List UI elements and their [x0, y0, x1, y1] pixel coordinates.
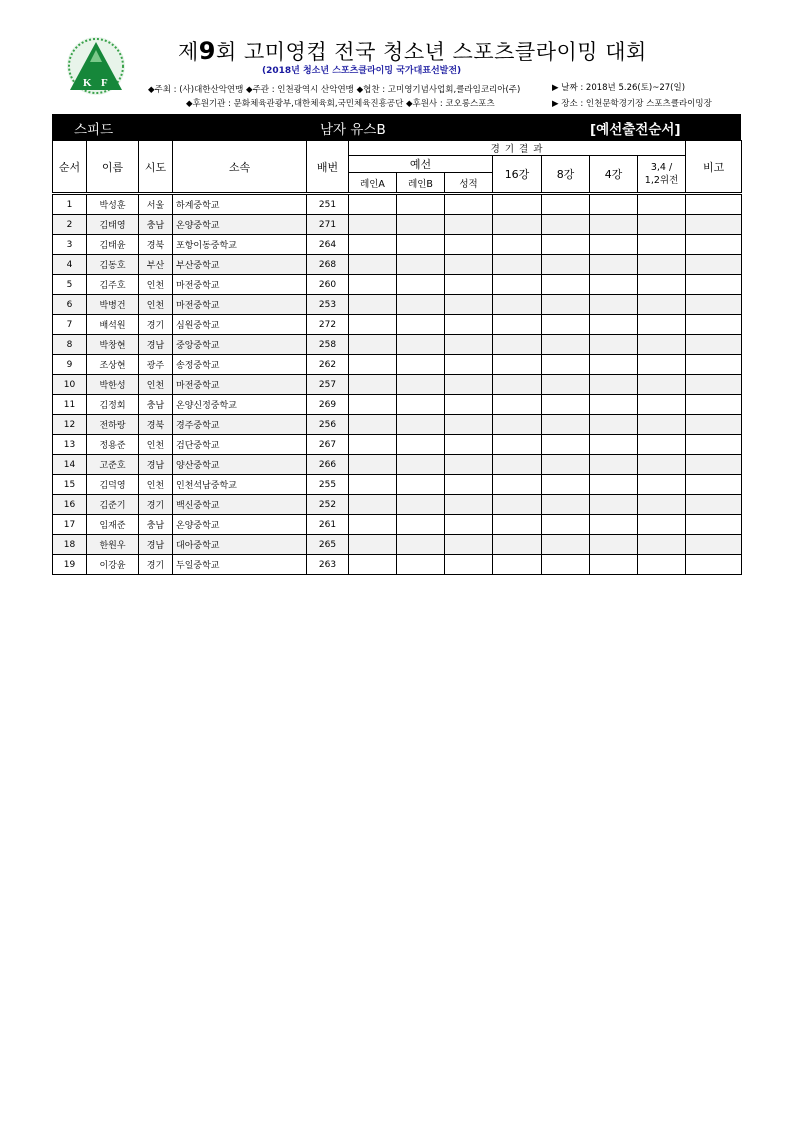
cell-order: 5 — [53, 275, 87, 295]
cell-note — [686, 415, 742, 435]
event-date: ▶ 날짜 : 2018년 5.26(토)~27(일) — [552, 83, 686, 93]
cell-bib: 269 — [307, 395, 349, 415]
category-bar — [52, 114, 741, 140]
cell-lane-a — [349, 275, 397, 295]
sponsor-info: ◆후원기관 : 문화체육관광부,대한체육회,국민체육진흥공단 ◆후원사 : 코오롱스포츠 — [186, 99, 495, 109]
cell-note — [686, 375, 742, 395]
cell-name: 배석원 — [87, 315, 139, 335]
table-row — [53, 194, 742, 215]
header-round16: 16강 — [493, 156, 542, 194]
cell-lane-b — [397, 235, 445, 255]
cell-name: 김태윤 — [87, 235, 139, 255]
cell-round8 — [542, 335, 590, 355]
cell-name: 박한성 — [87, 375, 139, 395]
table-row — [53, 255, 742, 275]
cell-affiliation: 심원중학교 — [173, 315, 307, 335]
cell-name: 전하랑 — [87, 415, 139, 435]
cell-order: 6 — [53, 295, 87, 315]
cell-round16 — [493, 215, 542, 235]
cell-bib: 253 — [307, 295, 349, 315]
cell-bib: 251 — [307, 194, 349, 215]
cell-round8 — [542, 555, 590, 575]
cell-note — [686, 355, 742, 375]
cell-region: 경기 — [139, 495, 173, 515]
cell-region: 충남 — [139, 515, 173, 535]
cell-region: 경기 — [139, 315, 173, 335]
cell-order: 9 — [53, 355, 87, 375]
header-affiliation: 소속 — [173, 141, 307, 194]
cell-note — [686, 315, 742, 335]
cell-score — [445, 355, 493, 375]
cell-round4 — [590, 535, 638, 555]
cell-finals — [638, 455, 686, 475]
cell-order: 18 — [53, 535, 87, 555]
cell-order: 13 — [53, 435, 87, 455]
cell-round4 — [590, 335, 638, 355]
cell-finals — [638, 475, 686, 495]
cell-round16 — [493, 455, 542, 475]
cell-lane-a — [349, 315, 397, 335]
cell-bib: 262 — [307, 355, 349, 375]
cell-name: 박성훈 — [87, 194, 139, 215]
cell-lane-a — [349, 395, 397, 415]
cell-affiliation: 마전중학교 — [173, 275, 307, 295]
cell-lane-b — [397, 355, 445, 375]
cell-lane-b — [397, 194, 445, 215]
cell-finals — [638, 315, 686, 335]
cell-order: 10 — [53, 375, 87, 395]
cell-note — [686, 435, 742, 455]
cell-note — [686, 555, 742, 575]
cell-score — [445, 375, 493, 395]
cell-round16 — [493, 194, 542, 215]
cell-note — [686, 495, 742, 515]
cell-region: 인천 — [139, 375, 173, 395]
cell-order: 7 — [53, 315, 87, 335]
cell-note — [686, 295, 742, 315]
cell-affiliation: 포항이동중학교 — [173, 235, 307, 255]
cell-round16 — [493, 515, 542, 535]
cell-round4 — [590, 315, 638, 335]
cell-round16 — [493, 275, 542, 295]
cell-bib: 267 — [307, 435, 349, 455]
cell-region: 경남 — [139, 535, 173, 555]
cell-note — [686, 335, 742, 355]
cell-note — [686, 215, 742, 235]
cell-finals — [638, 435, 686, 455]
cell-round8 — [542, 455, 590, 475]
cell-round16 — [493, 315, 542, 335]
cell-lane-a — [349, 295, 397, 315]
cell-round8 — [542, 435, 590, 455]
cell-round4 — [590, 295, 638, 315]
logo-letter-k: K — [83, 77, 92, 89]
table-row — [53, 495, 742, 515]
cell-affiliation: 마전중학교 — [173, 375, 307, 395]
cell-score — [445, 495, 493, 515]
cell-round8 — [542, 415, 590, 435]
cell-lane-a — [349, 455, 397, 475]
cell-name: 김주호 — [87, 275, 139, 295]
cell-name: 박병건 — [87, 295, 139, 315]
cell-finals — [638, 375, 686, 395]
cell-score — [445, 455, 493, 475]
table-row — [53, 555, 742, 575]
page-title: 제9회 고미영컵 전국 청소년 스포츠클라이밍 대회 — [178, 37, 647, 65]
page-subtitle: (2018년 청소년 스포츠클라이밍 국가대표선발전) — [262, 66, 462, 76]
cell-lane-b — [397, 395, 445, 415]
table-row — [53, 295, 742, 315]
table-row — [53, 375, 742, 395]
cell-round8 — [542, 235, 590, 255]
cell-name: 조상현 — [87, 355, 139, 375]
cell-round4 — [590, 215, 638, 235]
cell-affiliation: 온양신정중학교 — [173, 395, 307, 415]
cell-note — [686, 455, 742, 475]
cell-region: 서울 — [139, 194, 173, 215]
cell-round16 — [493, 235, 542, 255]
cell-lane-a — [349, 535, 397, 555]
cell-round8 — [542, 215, 590, 235]
cell-round4 — [590, 455, 638, 475]
cell-finals — [638, 335, 686, 355]
cell-score — [445, 194, 493, 215]
header-round4: 4강 — [590, 156, 638, 194]
cell-score — [445, 555, 493, 575]
cell-lane-b — [397, 555, 445, 575]
cell-bib: 258 — [307, 335, 349, 355]
cell-affiliation: 인천석남중학교 — [173, 475, 307, 495]
cell-affiliation: 경주중학교 — [173, 415, 307, 435]
cell-lane-b — [397, 535, 445, 555]
cell-affiliation: 송정중학교 — [173, 355, 307, 375]
cell-lane-a — [349, 355, 397, 375]
cell-lane-a — [349, 495, 397, 515]
table-row — [53, 215, 742, 235]
cell-region: 충남 — [139, 215, 173, 235]
cell-region: 광주 — [139, 355, 173, 375]
cell-bib: 256 — [307, 415, 349, 435]
cell-round4 — [590, 235, 638, 255]
cell-round16 — [493, 295, 542, 315]
cell-round16 — [493, 335, 542, 355]
cell-round8 — [542, 475, 590, 495]
cell-region: 부산 — [139, 255, 173, 275]
cell-score — [445, 315, 493, 335]
cell-lane-b — [397, 475, 445, 495]
cell-region: 충남 — [139, 395, 173, 415]
cell-finals — [638, 415, 686, 435]
cell-lane-b — [397, 435, 445, 455]
cell-round8 — [542, 275, 590, 295]
header-lane-a: 레인A — [349, 173, 397, 194]
cell-finals — [638, 495, 686, 515]
cell-name: 김동호 — [87, 255, 139, 275]
table-row — [53, 315, 742, 335]
cell-finals — [638, 255, 686, 275]
cell-lane-a — [349, 435, 397, 455]
cell-lane-b — [397, 315, 445, 335]
cell-score — [445, 275, 493, 295]
cell-note — [686, 515, 742, 535]
cell-round4 — [590, 255, 638, 275]
cell-round4 — [590, 395, 638, 415]
cell-round8 — [542, 194, 590, 215]
cell-name: 김태영 — [87, 215, 139, 235]
cell-round8 — [542, 535, 590, 555]
event-venue: ▶ 장소 : 인천문학경기장 스포츠클라이밍장 — [552, 99, 712, 109]
cell-region: 경남 — [139, 335, 173, 355]
cell-lane-b — [397, 275, 445, 295]
cell-name: 임재준 — [87, 515, 139, 535]
cell-order: 19 — [53, 555, 87, 575]
table-row — [53, 415, 742, 435]
table-row — [53, 335, 742, 355]
cell-affiliation: 중앙중학교 — [173, 335, 307, 355]
cell-order: 12 — [53, 415, 87, 435]
cell-name: 김준기 — [87, 495, 139, 515]
discipline-label: 스피드 — [74, 122, 114, 138]
header-finals: 3,4 / 1,2위전 — [638, 156, 686, 194]
cell-finals — [638, 555, 686, 575]
cell-affiliation: 온양중학교 — [173, 215, 307, 235]
header-region: 시도 — [139, 141, 173, 194]
cell-bib: 261 — [307, 515, 349, 535]
cell-lane-b — [397, 335, 445, 355]
cell-affiliation: 백신중학교 — [173, 495, 307, 515]
cell-score — [445, 515, 493, 535]
cell-order: 8 — [53, 335, 87, 355]
cell-order: 2 — [53, 215, 87, 235]
cell-round16 — [493, 375, 542, 395]
cell-name: 박창현 — [87, 335, 139, 355]
cell-lane-a — [349, 335, 397, 355]
header-note: 비고 — [686, 141, 742, 194]
cell-bib: 252 — [307, 495, 349, 515]
cell-score — [445, 255, 493, 275]
start-order-table — [52, 140, 742, 575]
cell-round8 — [542, 255, 590, 275]
cell-score — [445, 395, 493, 415]
cell-affiliation: 부산중학교 — [173, 255, 307, 275]
cell-region: 인천 — [139, 475, 173, 495]
cell-affiliation: 마전중학교 — [173, 295, 307, 315]
cell-affiliation: 하계중학교 — [173, 194, 307, 215]
cell-round8 — [542, 515, 590, 535]
cell-order: 1 — [53, 194, 87, 215]
cell-round16 — [493, 255, 542, 275]
cell-finals — [638, 535, 686, 555]
cell-finals — [638, 235, 686, 255]
cell-note — [686, 395, 742, 415]
cell-score — [445, 295, 493, 315]
header-qualification: 예선 — [349, 156, 493, 173]
cell-region: 경기 — [139, 555, 173, 575]
cell-bib: 263 — [307, 555, 349, 575]
cell-score — [445, 235, 493, 255]
cell-finals — [638, 355, 686, 375]
cell-lane-b — [397, 255, 445, 275]
cell-round4 — [590, 355, 638, 375]
cell-note — [686, 275, 742, 295]
cell-bib: 271 — [307, 215, 349, 235]
cell-region: 경북 — [139, 415, 173, 435]
cell-order: 11 — [53, 395, 87, 415]
cell-name: 김정회 — [87, 395, 139, 415]
cell-note — [686, 194, 742, 215]
cell-lane-a — [349, 194, 397, 215]
table-row — [53, 535, 742, 555]
cell-name: 김덕영 — [87, 475, 139, 495]
cell-round8 — [542, 355, 590, 375]
cell-score — [445, 335, 493, 355]
table-row — [53, 455, 742, 475]
cell-order: 17 — [53, 515, 87, 535]
cell-lane-b — [397, 495, 445, 515]
cell-lane-a — [349, 475, 397, 495]
cell-round4 — [590, 275, 638, 295]
cell-round4 — [590, 194, 638, 215]
cell-affiliation: 검단중학교 — [173, 435, 307, 455]
cell-affiliation: 온양중학교 — [173, 515, 307, 535]
cell-finals — [638, 215, 686, 235]
cell-lane-a — [349, 255, 397, 275]
cell-round8 — [542, 395, 590, 415]
cell-round8 — [542, 375, 590, 395]
cell-lane-b — [397, 375, 445, 395]
cell-lane-b — [397, 215, 445, 235]
cell-lane-b — [397, 455, 445, 475]
cell-affiliation: 대아중학교 — [173, 535, 307, 555]
cell-bib: 264 — [307, 235, 349, 255]
cell-round16 — [493, 495, 542, 515]
cell-round16 — [493, 415, 542, 435]
cell-region: 인천 — [139, 435, 173, 455]
organizer-info: ◆주최 : (사)대한산악연맹 ◆주관 : 인천광역시 산악연맹 ◆협찬 : 고미영기념사업회,클라임코리아(주) — [148, 85, 521, 95]
table-row — [53, 355, 742, 375]
cell-round4 — [590, 475, 638, 495]
cell-note — [686, 535, 742, 555]
category-label: 남자 유스B — [320, 122, 386, 138]
cell-bib: 266 — [307, 455, 349, 475]
cell-region: 경남 — [139, 455, 173, 475]
cell-finals — [638, 275, 686, 295]
cell-note — [686, 475, 742, 495]
cell-finals — [638, 194, 686, 215]
header-results: 경 기 결 과 — [349, 141, 686, 156]
cell-lane-b — [397, 415, 445, 435]
cell-score — [445, 435, 493, 455]
cell-score — [445, 415, 493, 435]
cell-name: 한원우 — [87, 535, 139, 555]
cell-round4 — [590, 375, 638, 395]
table-row — [53, 515, 742, 535]
cell-round8 — [542, 295, 590, 315]
cell-round4 — [590, 495, 638, 515]
header-bib: 배번 — [307, 141, 349, 194]
cell-round16 — [493, 395, 542, 415]
cell-lane-a — [349, 515, 397, 535]
header-score: 성적 — [445, 173, 493, 194]
cell-lane-b — [397, 295, 445, 315]
cell-lane-a — [349, 235, 397, 255]
cell-order: 15 — [53, 475, 87, 495]
cell-round8 — [542, 315, 590, 335]
table-row — [53, 275, 742, 295]
cell-order: 14 — [53, 455, 87, 475]
cell-score — [445, 475, 493, 495]
cell-bib: 260 — [307, 275, 349, 295]
cell-round4 — [590, 435, 638, 455]
cell-region: 경북 — [139, 235, 173, 255]
cell-bib: 255 — [307, 475, 349, 495]
cell-round4 — [590, 515, 638, 535]
cell-lane-a — [349, 215, 397, 235]
header-order: 순서 — [53, 141, 87, 194]
cell-bib: 272 — [307, 315, 349, 335]
cell-round4 — [590, 555, 638, 575]
cell-lane-a — [349, 375, 397, 395]
cell-round16 — [493, 475, 542, 495]
cell-order: 16 — [53, 495, 87, 515]
table-row — [53, 235, 742, 255]
cell-round16 — [493, 435, 542, 455]
cell-finals — [638, 295, 686, 315]
cell-affiliation: 양산중학교 — [173, 455, 307, 475]
cell-finals — [638, 515, 686, 535]
table-row — [53, 435, 742, 455]
cell-bib: 268 — [307, 255, 349, 275]
cell-lane-a — [349, 555, 397, 575]
table-row — [53, 475, 742, 495]
cell-round16 — [493, 535, 542, 555]
cell-name: 이강윤 — [87, 555, 139, 575]
cell-affiliation: 두일중학교 — [173, 555, 307, 575]
cell-round16 — [493, 555, 542, 575]
cell-round4 — [590, 415, 638, 435]
cell-order: 3 — [53, 235, 87, 255]
table-row — [53, 395, 742, 415]
header-round8: 8강 — [542, 156, 590, 194]
kf-logo — [62, 36, 130, 96]
cell-region: 인천 — [139, 295, 173, 315]
cell-score — [445, 535, 493, 555]
cell-note — [686, 235, 742, 255]
cell-round16 — [493, 355, 542, 375]
header-name: 이름 — [87, 141, 139, 194]
logo-letter-f: F — [101, 77, 108, 89]
cell-score — [445, 215, 493, 235]
header-lane-b: 레인B — [397, 173, 445, 194]
cell-region: 인천 — [139, 275, 173, 295]
cell-lane-a — [349, 415, 397, 435]
cell-name: 고준호 — [87, 455, 139, 475]
cell-lane-b — [397, 515, 445, 535]
cell-bib: 257 — [307, 375, 349, 395]
cell-name: 정용준 — [87, 435, 139, 455]
cell-round8 — [542, 495, 590, 515]
cell-order: 4 — [53, 255, 87, 275]
order-label: [예선출전순서] — [590, 122, 681, 138]
cell-note — [686, 255, 742, 275]
cell-bib: 265 — [307, 535, 349, 555]
cell-finals — [638, 395, 686, 415]
